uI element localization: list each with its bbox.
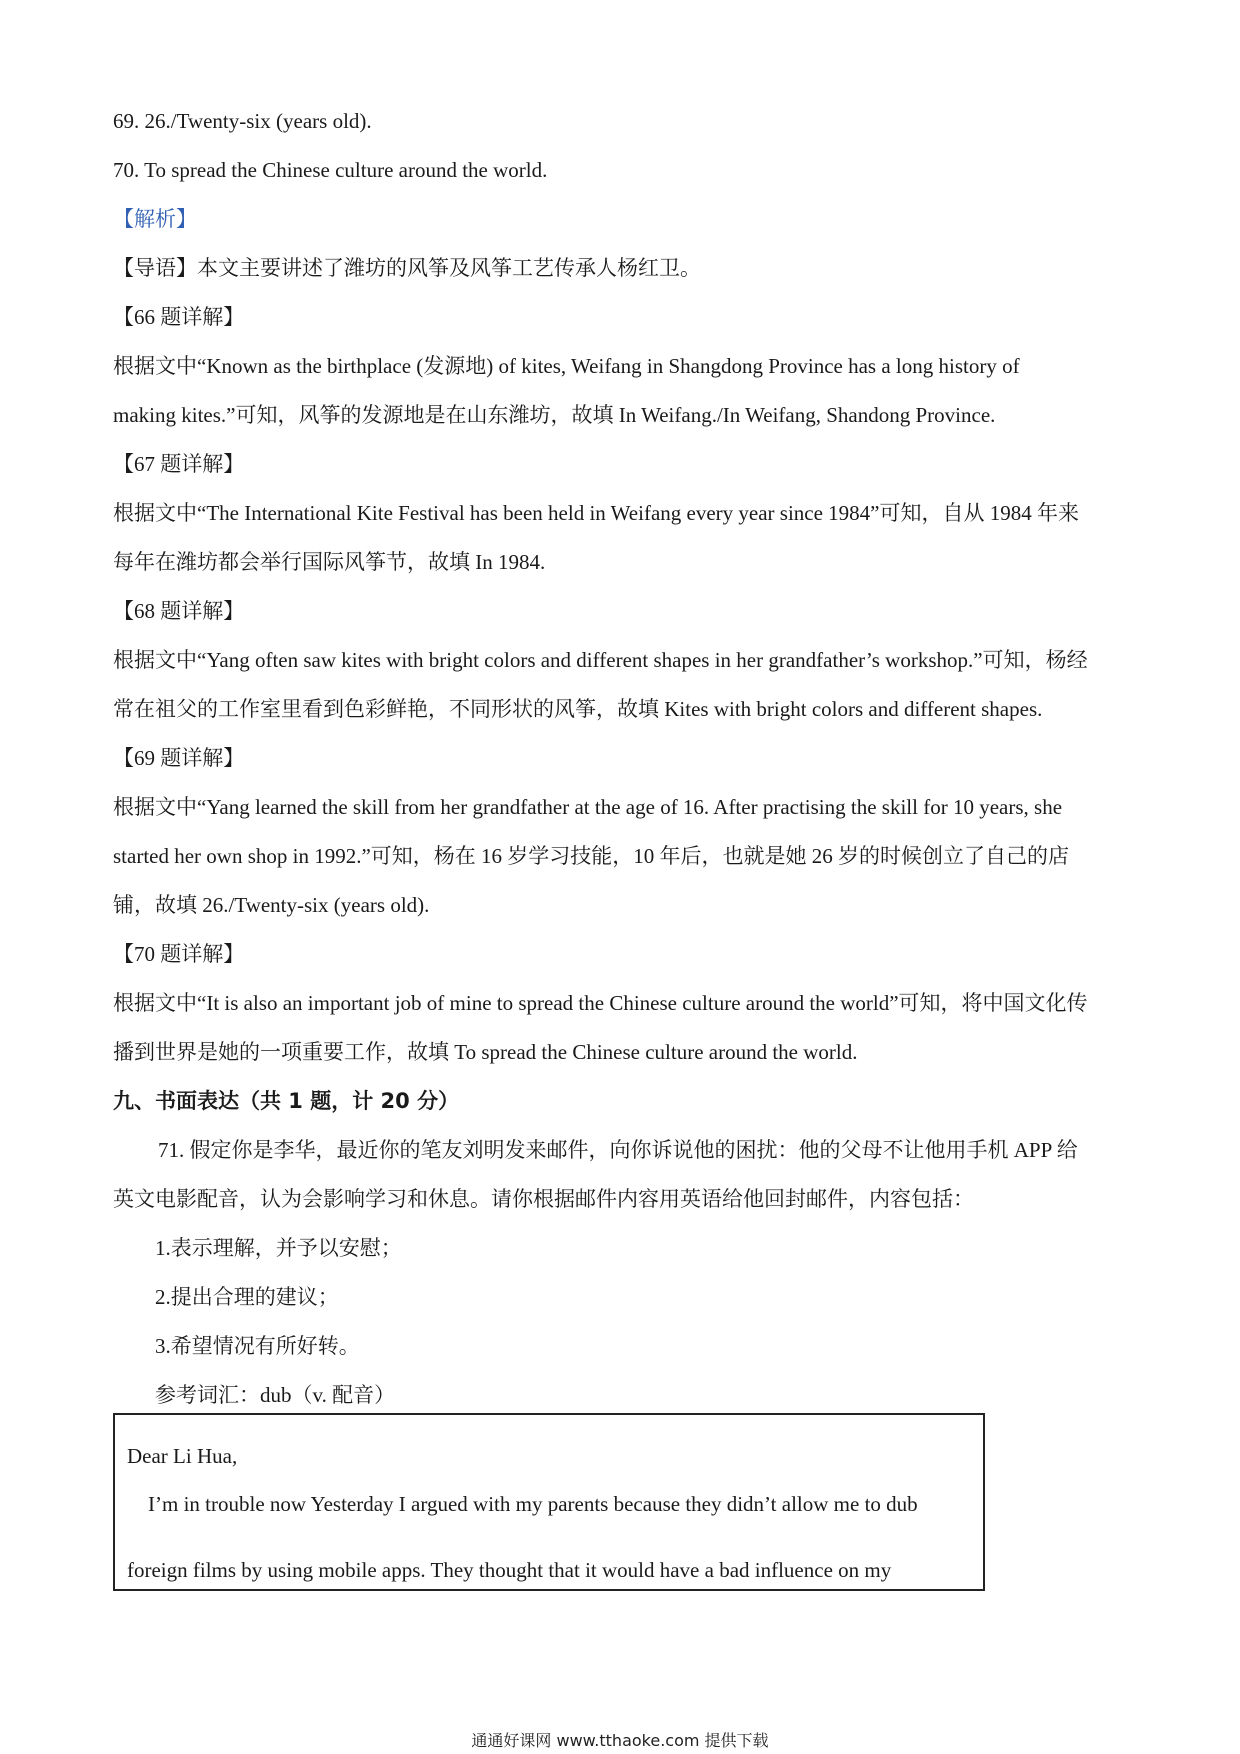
- q68-line-1: 根据文中“Yang often saw kites with bright colors and different shapes in her grandfather’s workshop.”可知，杨经: [113, 648, 1088, 672]
- writing-point-1: 1.表示理解，并予以安慰；: [155, 1236, 402, 1260]
- letter-line-1: I’m in trouble now Yesterday I argued with my parents because they didn’t allow me to dub: [148, 1492, 918, 1516]
- q69-line-1: 根据文中“Yang learned the skill from her grandfather at the age of 16. After practising the skill for 10 years, she: [113, 795, 1063, 819]
- analysis-intro: 【导语】本文主要讲述了潍坊的风筝及风筝工艺传承人杨红卫。: [113, 256, 701, 280]
- letter-box: [113, 1413, 985, 1591]
- q69-line-3: 铺，故填 26./Twenty-six (years old).: [113, 893, 430, 917]
- writing-prompt-line-2: 英文电影配音，认为会影响学习和休息。请你根据邮件内容用英语给他回封邮件，内容包括：: [113, 1187, 974, 1211]
- footer-source: 通通好课网 www.tthaoke.com 提供下载: [471, 1731, 769, 1750]
- answer-70: 70. To spread the Chinese culture around the world.: [113, 158, 548, 182]
- q69-title: 【69 题详解】: [113, 746, 245, 770]
- q67-title: 【67 题详解】: [113, 452, 245, 476]
- section-heading: 九、书面表达（共 1 题，计 20 分）: [113, 1089, 460, 1113]
- answer-69: 69. 26./Twenty-six (years old).: [113, 109, 372, 133]
- q68-title: 【68 题详解】: [113, 599, 245, 623]
- q69-line-2: started her own shop in 1992.”可知，杨在 16 岁学习技能，10 年后，也就是她 26 岁的时候创立了自己的店: [113, 844, 1070, 868]
- q70-title: 【70 题详解】: [113, 942, 245, 966]
- analysis-label: 【解析】: [113, 207, 197, 231]
- writing-prompt-line-1: 71. 假定你是李华，最近你的笔友刘明发来邮件，向你诉说他的困扰：他的父母不让他用手机 APP 给: [158, 1138, 1078, 1162]
- writing-point-3: 3.希望情况有所好转。: [155, 1334, 360, 1358]
- q70-line-2: 播到世界是她的一项重要工作，故填 To spread the Chinese culture around the world.: [113, 1040, 858, 1064]
- q66-line-1: 根据文中“Known as the birthplace (发源地) of kites, Weifang in Shangdong Province has a long history of: [113, 354, 1020, 378]
- letter-line-2: foreign films by using mobile apps. They thought that it would have a bad influence on my: [127, 1558, 892, 1582]
- q67-line-1: 根据文中“The International Kite Festival has been held in Weifang every year since 1984”可知，自从 1984 年来: [113, 501, 1079, 525]
- q67-line-2: 每年在潍坊都会举行国际风筝节，故填 In 1984.: [113, 550, 546, 574]
- q66-line-2: making kites.”可知，风筝的发源地是在山东潍坊，故填 In Weifang./In Weifang, Shandong Province.: [113, 403, 996, 427]
- q68-line-2: 常在祖父的工作室里看到色彩鲜艳，不同形状的风筝，故填 Kites with bright colors and different shapes.: [113, 697, 1043, 721]
- writing-point-2: 2.提出合理的建议；: [155, 1285, 339, 1309]
- letter-greeting: Dear Li Hua,: [127, 1444, 238, 1468]
- writing-vocab: 参考词汇：dub（v. 配音）: [155, 1383, 396, 1407]
- q70-line-1: 根据文中“It is also an important job of mine to spread the Chinese culture around the world”可知，将中国文化传: [113, 991, 1088, 1015]
- q66-title: 【66 题详解】: [113, 305, 245, 329]
